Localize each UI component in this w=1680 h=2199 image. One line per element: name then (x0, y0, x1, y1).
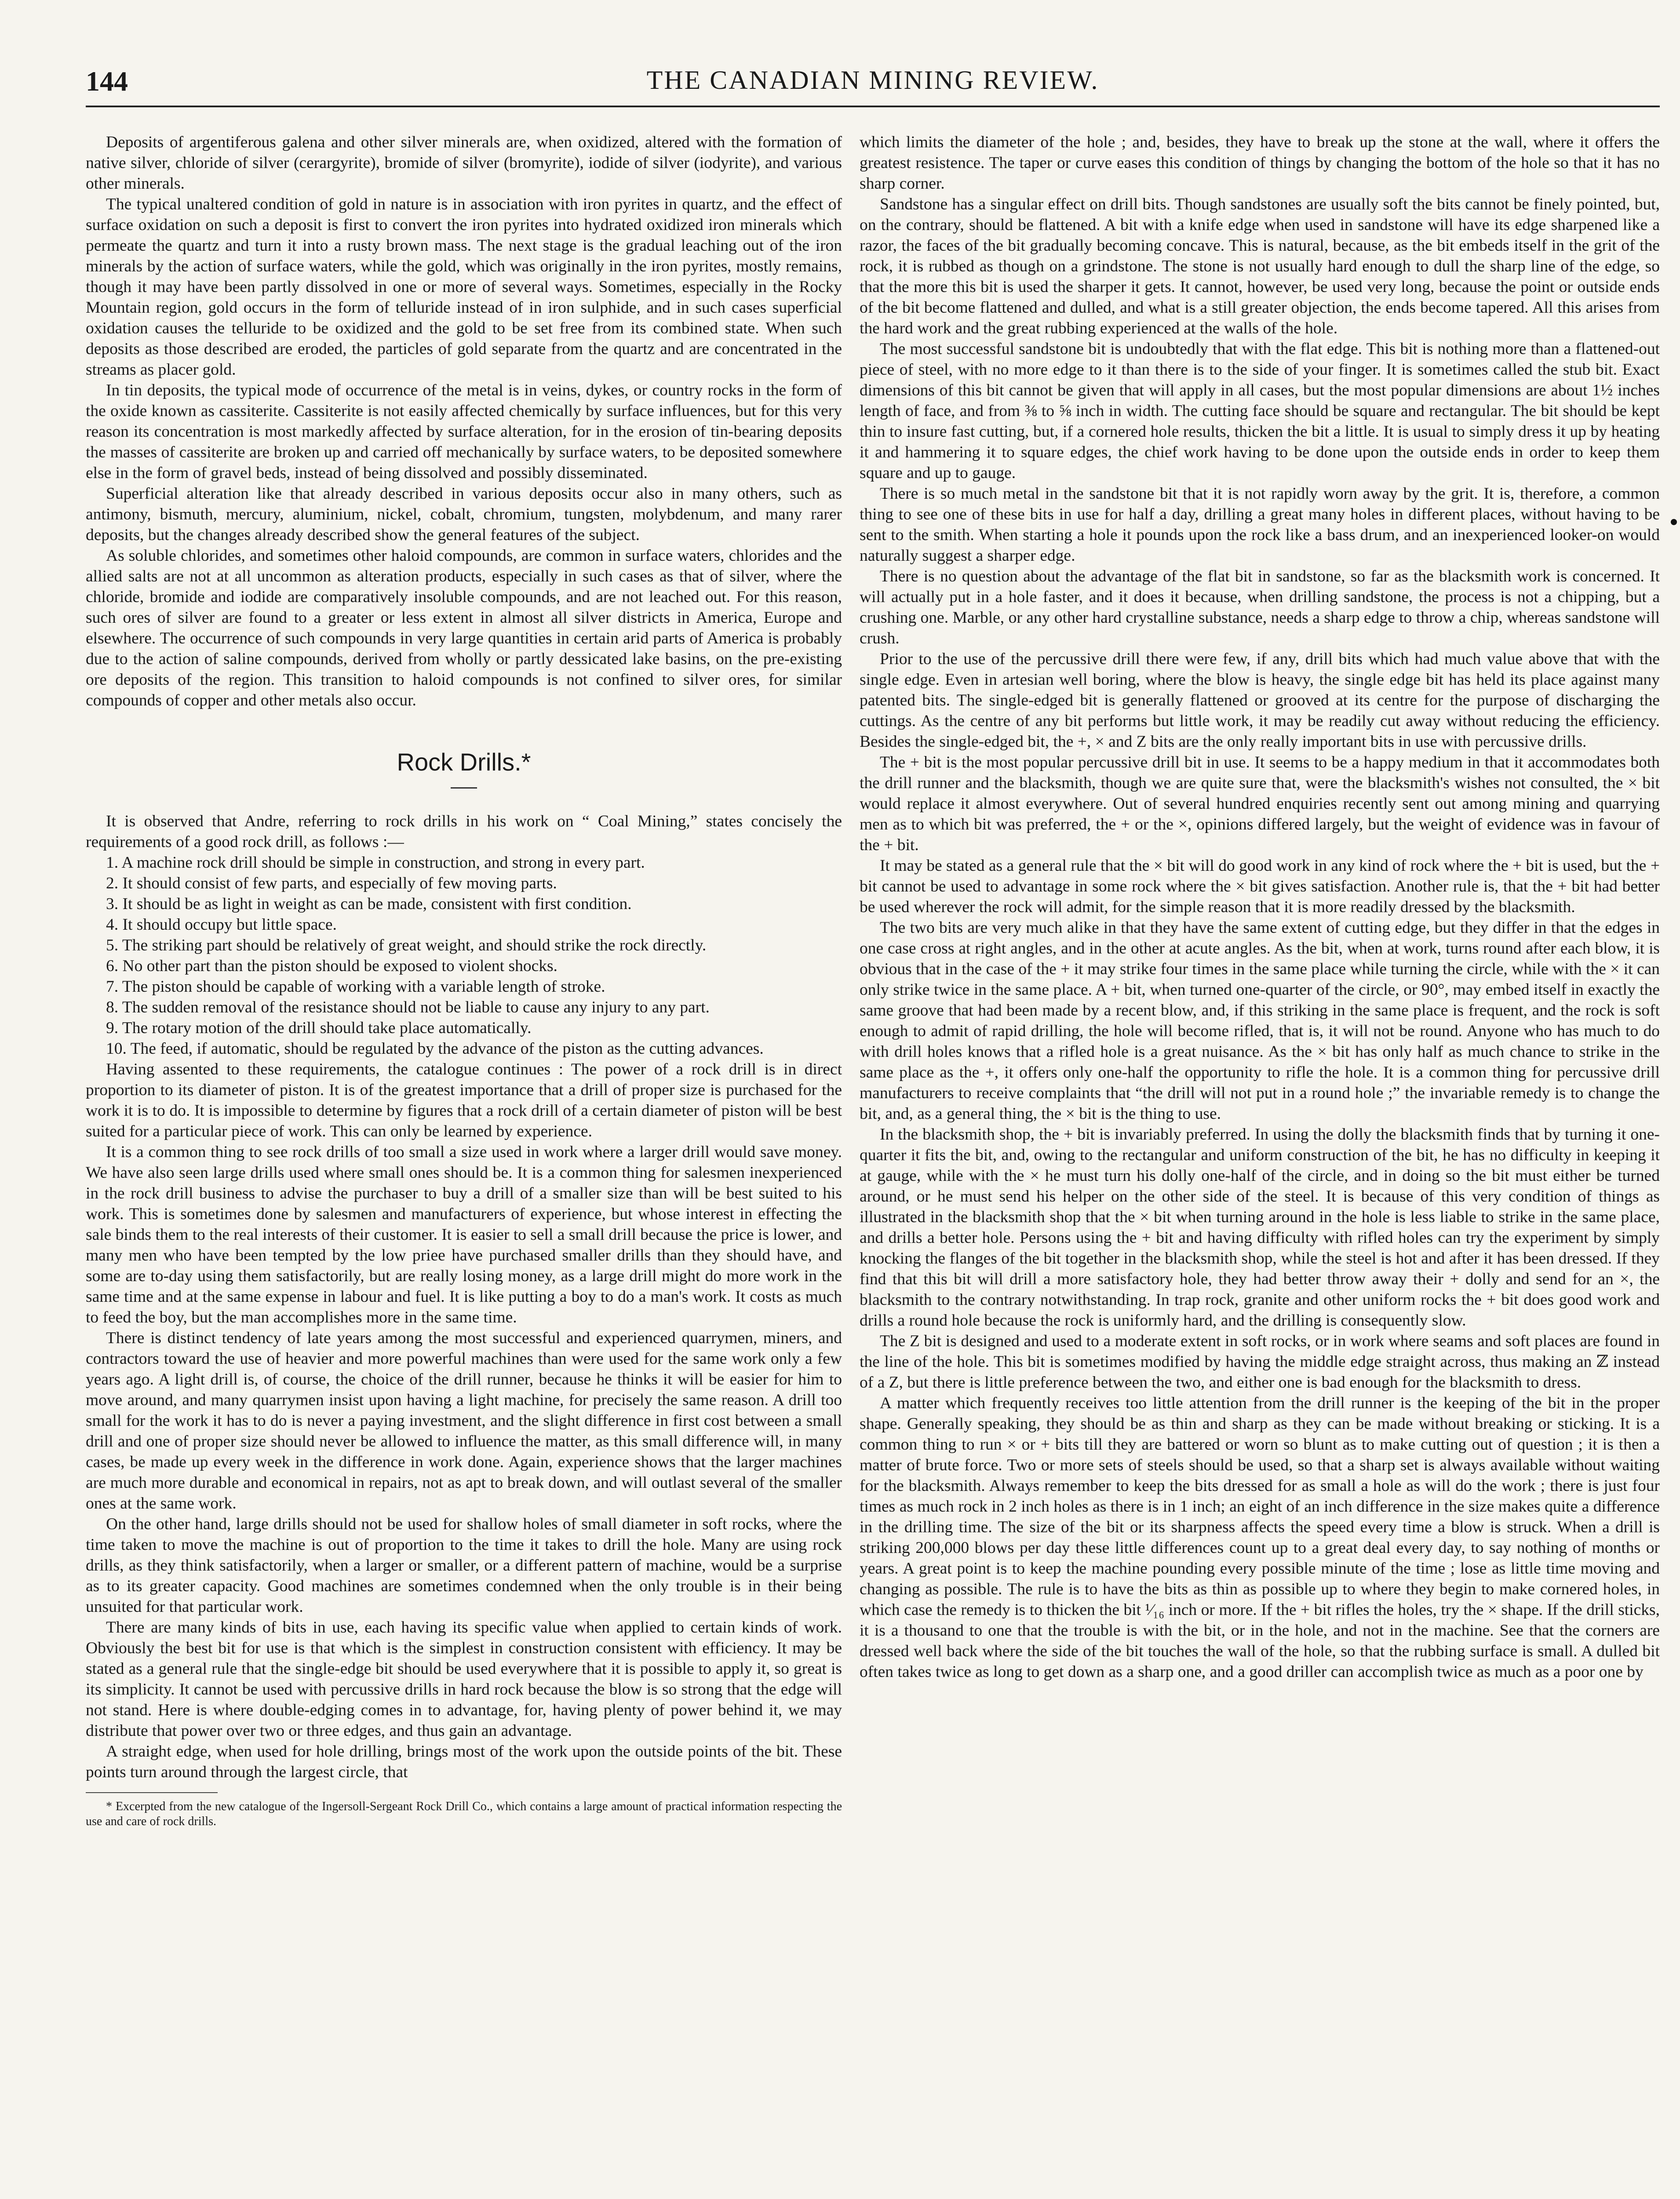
paragraph: which limits the diameter of the hole ; and, besides, they have to break up the stone at the wall, where it offers the greatest resistence. The taper or curve eases this condition of things by changing the bottom of the hole so that it has no sharp corner. (860, 133, 1660, 193)
paragraph: Superficial alteration like that already described in various deposits occur also in many others, such as antimony, bismuth, mercury, aluminium, nickel, cobalt, chromium, tungsten, molybdenum, and many rarer deposits, but the changes already described show the general features of the subject. (86, 485, 842, 544)
section-title: Rock Drills.* (397, 748, 531, 776)
footnote-rule (86, 1792, 218, 1793)
paragraph: Having assented to these requirements, the catalogue continues : The power of a rock drill is in direct proportion to its diameter of piston. It is of the greatest importance that a drill of proper size is purchased for the work it is to do. It is impossible to determine by figures that a rock drill of a certain diameter of piston will be best suited for a particular piece of work. This can only be learned by experience. (86, 1060, 842, 1140)
paragraph: As soluble chlorides, and sometimes other haloid compounds, are common in surface waters, chlorides and the allied salts are not at all uncommon as alteration products, especially in such cases as that of silver, where the chloride, bromide and iodide are comparatively insoluble compounds, and are not leached out. For this reason, such ores of silver are found to a greater or less extent in almost all silver districts in America, Europe and elsewhere. The occurrence of such compounds in very large quantities in certain arid parts of America is probably due to the action of saline compounds, derived from wholly or partly dessicated lake basins, on the pre-existing ore deposits of the region. This transition to haloid compounds is not confined to silver ores, for similar compounds of copper and other metals also occur. (86, 547, 842, 709)
paragraph: There is distinct tendency of late years among the most successful and experienced quarrymen, miners, and contractors toward the use of heavier and more powerful machines than were used for the same work only a few years ago. A light drill is, of course, the choice of the drill runner, because he thinks it will be easier for him to move around, and many quarrymen insist upon having a light machine, for precisely the same reason. A drill too small for the work it has to do is never a paying investment, and the slight difference in first cost between a small drill and one of proper size should never be allowed to influence the matter, as this small difference will, in many cases, be made up every week in the difference in work done. Again, experience shows that the larger machines are much more durable and economical in repairs, not as apt to break down, and will outlast several of the smaller ones at the same work. (86, 1329, 842, 1512)
margin-ink-dot (1671, 519, 1677, 525)
paragraph: It is a common thing to see rock drills of too small a size used in work where a larger drill would save money. We have also seen large drills used where small ones should be. It is a common thing for salesmen inexperienced in the rock drill business to advise the purchaser to buy a drill of a smaller size than will be best suited to his work. This is sometimes done by salesmen and manufacturers of experience, but whose interest in effecting the sale binds them to the real interests of their customer. It is easier to sell a small drill because the price is lower, and many men who have been tempted by the low priee have purchased smaller drills than they should have, and some are to-day using them satisfactorily, but are really losing money, as a large drill might do more work in the same time and at the same expense in labour and fuel. It is like putting a boy to do a man's work. It costs as much to feed the boy, but the man accomplishes more in the same time. (86, 1143, 842, 1326)
paragraph: On the other hand, large drills should not be used for shallow holes of small diameter in soft rocks, where the time taken to move the machine is out of proportion to the time it takes to drill the hole. Many are using rock drills, as they think satisfactorily, when a larger or smaller, or a different pattern of machine, would be a surprise as to its greater capacity. Good machines are sometimes condemned when the only trouble is in their being unsuited for that particular work. (86, 1515, 842, 1616)
paragraph: There is so much metal in the sandstone bit that it is not rapidly worn away by the grit. It is, therefore, a common thing to see one of these bits in use for half a day, drilling a great many holes in different places, without having to be sent to the smith. When starting a hole it pounds upon the rock like a bass drum, and an inexperienced looker-on would naturally suggest a sharper edge. (860, 485, 1660, 565)
lead-in-paragraph: It is observed that Andre, referring to rock drills in his work on “ Coal Mining,” states concisely the requirements of a good rock drill, as follows :— (86, 812, 842, 851)
requirement-item: 8. The sudden removal of the resistance should not be liable to cause any injury to any part. (106, 998, 710, 1016)
paragraph: There is no question about the advantage of the flat bit in sandstone, so far as the blacksmith work is concerned. It will actually put in a hole faster, and it does it because, when drilling sandstone, the process is not a chipping, but a crushing one. Marble, or any other hard crystalline substance, needs a sharp edge to throw a chip, whereas sandstone will crush. (860, 567, 1660, 647)
paragraph: It may be stated as a general rule that the × bit will do good work in any kind of rock where the + bit is used, but the + bit cannot be used to advantage in some rock where the × bit gives satisfaction. Another rule is, that the + bit had better be used wherever the rock will admit, for the simple reason that it is more readily dressed by the blacksmith. (860, 857, 1660, 916)
paragraph: A matter which frequently receives too little attention from the drill runner is the keeping of the bit in the proper shape. Generally speaking, they should be as thin and sharp as they can be made without breaking or sticking. It is a common thing to run × or + bits till they are battered or worn so blunt as to make cutting out of question ; it is then a matter of brute force. Two or more sets of steels should be used, so that a sharp set is always available without waiting for the blacksmith. Always remember to keep the bits dressed for as small a hole as will do the work ; there is just four times as much rock in 2 inch holes as there is in 1 inch; an eight of an inch difference in the size makes quite a difference in the drilling time. The size of the bit or its sharpness affects the speed every time a blow is struck. When a drill is striking 200,000 blows per day these little differences count up to a great deal every day, to say nothing of months or years. A great point is to keep the machine pounding every possible minute of the time ; lose as little time moving and changing as possible. The rule is to have the bits as thin as possible up to where they begin to make cornered holes, in which case the remedy is to thicken the bit ¹⁄₁₆ inch or more. If the + bit rifles the holes, try the × shape. If the drill sticks, it is a thousand to one that the trouble is with the bit, or in the hole, and not in the machine. See that the corners are dressed well back where the side of the bit touches the wall of the hole, so that the rubbing surface is small. A dulled bit often takes twice as long to get down as a sharp one, and a good driller can accomplish twice as much as a poor one by (860, 1394, 1660, 1681)
requirement-item: 10. The feed, if automatic, should be regulated by the advance of the piston as the cutting advances. (106, 1040, 764, 1058)
paragraph: In the blacksmith shop, the + bit is invariably preferred. In using the dolly the blacksmith finds that by turning it one-quarter it fits the bit, and, owing to the rectangular and uniform construction of the bit, he has no difficulty in keeping it at gauge, while with the × he must turn his dolly one-half of the circle, and in doing so the bit must either be turned around, or he must send his helper on the other side of the steel. It is because of this very condition of things as illustrated in the blacksmith shop that the × bit when turning around in the hole is less liable to strike in the same place, and drills a better hole. Persons using the + bit and having difficulty with rifled holes can try the experiment by simply knocking the flanges of the bit together in the blacksmith shop, while the steel is hot and after it has been dressed. If they find that this bit will drill a more satisfactory hole, they had better throw away their + dolly and send for an ×, the blacksmith to the contrary notwithstanding. In trap rock, granite and other uniform rocks the + bit does good work and drills a round hole because the rock is uniformly hard, and the drilling is consequently slow. (860, 1125, 1660, 1330)
paragraph: The Z bit is designed and used to a moderate extent in soft rocks, or in work where seams and soft places are found in the line of the hole. This bit is sometimes modified by having the middle edge straight across, thus making an ℤ instead of a Z, but there is little preference between the two, and either one is bad enough for the blacksmith to dress. (860, 1332, 1660, 1392)
footnote: * Excerpted from the new catalogue of the Ingersoll-Sergeant Rock Drill Co., which contains a large amount of practical information respecting the use and care of rock drills. (86, 1800, 842, 1828)
paragraph: Deposits of argentiferous galena and other silver minerals are, when oxidized, altered with the formation of native silver, chloride of silver (cerargyrite), bromide of silver (bromyrite), iodide of silver (iodyrite), and various other minerals. (86, 133, 842, 193)
requirement-item: 9. The rotary motion of the drill should take place automatically. (106, 1019, 532, 1037)
paragraph: Prior to the use of the percussive drill there were few, if any, drill bits which had much value above that with the single edge. Even in artesian well boring, where the blow is heavy, the single edge bit has held its place against many patented bits. The single-edged bit is generally flattened or grooved at its centre for the purpose of discharging the cuttings. As the centre of any bit performs but little work, it may be readily cut away without reducing the efficiency. Besides the single-edged bit, the +, × and Z bits are the only really important bits in use with percussive drills. (860, 650, 1660, 751)
requirement-item: 3. It should be as light in weight as can be made, consistent with first condition. (106, 895, 632, 913)
left-column (86, 132, 842, 1829)
right-column (860, 132, 1660, 1682)
paragraph: The typical unaltered condition of gold in nature is in association with iron pyrites in quartz, and the effect of surface oxidation on such a deposit is first to convert the iron pyrites into hydrated oxidized iron minerals which permeate the quartz and turn it into a rusty brown mass. The next stage is the gradual leaching out of the iron minerals by the action of surface waters, while the gold, which was originally in the iron pyrites, mostly remains, though it may have been partly dissolved in one or more of several ways. Sometimes, especially in the Rocky Mountain region, gold occurs in the form of telluride instead of in iron sulphide, and in such cases superficial oxidation causes the telluride to be oxidized and the gold to be set free from its combined state. When such deposits as those described are eroded, the particles of gold separate from the quartz and are concentrated in the streams as placer gold. (86, 195, 842, 379)
requirement-item: 4. It should occupy but little space. (106, 916, 337, 934)
requirement-item: 2. It should consist of few parts, and especially of few moving parts. (106, 874, 557, 892)
requirement-item: 5. The striking part should be relatively of great weight, and should strike the rock directly. (106, 936, 707, 954)
paragraph: A straight edge, when used for hole drilling, brings most of the work upon the outside points of the bit. These points turn around through the largest circle, that (86, 1742, 842, 1781)
page-number: 144 (86, 66, 128, 97)
title-dash (86, 780, 842, 793)
journal-title: THE CANADIAN MINING REVIEW. (646, 66, 1099, 95)
requirement-item: 6. No other part than the piston should be exposed to violent shocks. (106, 957, 558, 975)
paragraph: The + bit is the most popular percussive drill bit in use. It seems to be a happy medium in that it accommodates both the drill runner and the blacksmith, though we are quite sure that, were the blacksmith's wishes not consulted, the × bit would replace it almost everywhere. Out of several hundred enquiries recently sent out among mining and quarrying men as to which bit was preferred, the + or the ×, opinions differed largely, but the weight of evidence was in favour of the + bit. (860, 753, 1660, 854)
paragraph: Sandstone has a singular effect on drill bits. Though sandstones are usually soft the bits cannot be finely pointed, but, on the contrary, should be flattened. A bit with a knife edge when used in sandstone will have its edge sharpened like a razor, the faces of the bit gradually becoming concave. This is natural, because, as the bit embeds itself in the grit of the rock, it is rubbed as though on a grindstone. The stone is not usually hard enough to dull the sharp line of the edge, so that the more this bit is used the sharper it gets. It cannot, however, be used very long, because the point or outside ends of the bit become flattened and dulled, and what is a still greater objection, the ends become tapered. All this arises from the hard work and the great rubbing experienced at the walls of the hole. (860, 195, 1660, 337)
requirement-item: 7. The piston should be capable of working with a variable length of stroke. (106, 978, 605, 996)
paragraph: There are many kinds of bits in use, each having its specific value when applied to certain kinds of work. Obviously the best bit for use is that which is the simplest in construction consistent with efficiency. It may be stated as a general rule that the single-edge bit should be used everywhere that it is possible to apply it, so great is its simplicity. It cannot be used with percussive drills in hard rock because the blow is so strong that the edge will not stand. Here is where double-edging comes in to advantage, for, having plenty of power behind it, we may distribute that power over two or three edges, and thus gain an advantage. (86, 1618, 842, 1740)
requirement-item: 1. A machine rock drill should be simple in construction, and strong in every part. (106, 854, 645, 872)
paragraph: In tin deposits, the typical mode of occurrence of the metal is in veins, dykes, or country rocks in the form of the oxide known as cassiterite. Cassiterite is not easily affected chemically by surface influences, but for this very reason its concentration is most markedly affected by surface alteration, for in the erosion of tin-bearing deposits the masses of cassiterite are broken up and carried off mechanically by surface waters, to be deposited somewhere else in the form of gravel beds, instead of being dissolved and possibly disseminated. (86, 381, 842, 482)
paragraph: The most successful sandstone bit is undoubtedly that with the flat edge. This bit is nothing more than a flattened-out piece of steel, with no more edge to it than there is to the side of your finger. It is sometimes called the stub bit. Exact dimensions of this bit cannot be given that will apply in all cases, but the most popular dimensions are about 1½ inches length of face, and from ⅜ to ⅝ inch in width. The cutting face should be square and rectangular. The bit should be kept thin to insure fast cutting, but, if a cornered hole results, thicken the bit a little. It is usual to simply dress it up by heating it and hammering it to square edges, the chief work having to be done upon the outside ends in order to keep them square and up to gauge. (860, 340, 1660, 482)
paragraph: The two bits are very much alike in that they have the same extent of cutting edge, but they differ in that the edges in one case cross at right angles, and in the other at acute angles. As the bit, when at work, turns round after each blow, it is obvious that in the case of the + it may strike four times in the same place while turning the circle, while with the × it can only strike twice in the same place. A + bit, when turned one-quarter of the circle, or 90°, may embed itself in exactly the same groove that had been made by a recent blow, and, if this striking in the same place is frequent, and the rock is soft enough to admit of rapid drilling, the hole will become rifled, that is, it will not be round. Anyone who has much to do with drill holes knows that a rifled hole is a great nuisance. As the × bit has only half as much chance to strike in the same place as the +, it offers only one-half the opportunity to rifle the hole. It is a common thing for percussive drill manufacturers to receive complaints that “the drill will not put in a round hole ;” the invariable remedy is to change the bit, and, as a general thing, the × bit is the thing to use. (860, 919, 1660, 1123)
header-rule (86, 106, 1660, 107)
